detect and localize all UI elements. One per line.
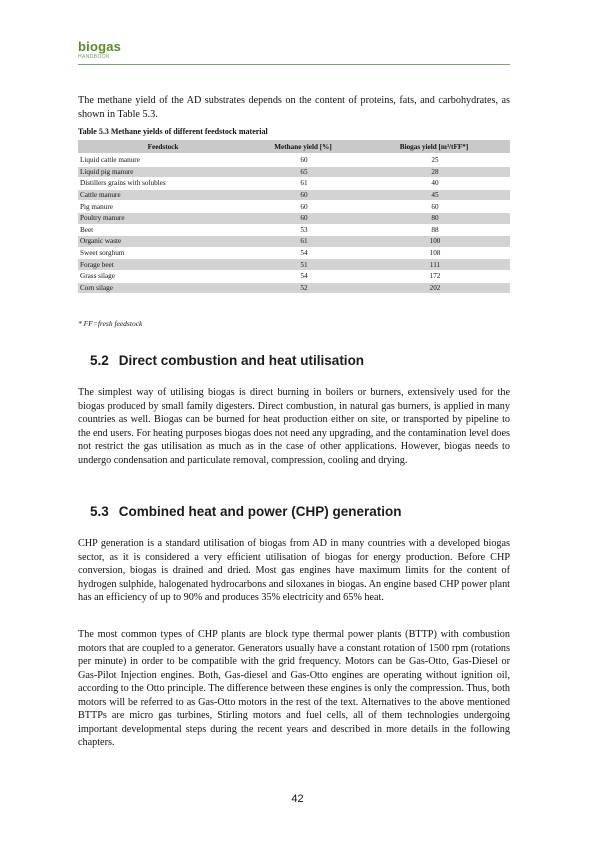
- table-row: [78, 166, 510, 178]
- table-row: [78, 201, 510, 213]
- table-row: [78, 178, 510, 190]
- paragraph-chp-plant-types: The most common types of CHP plants are block type thermal power plants (BTTP) with combustion motors that are coupled to a generator. Generators usually have a constant rotation of 1500 rpm (rotations per minute) in order to be compatible with the grid frequency. Motors can be Gas-Otto, Gas-Diesel or Gas-Pilot Injection engines. Both, Gas-diesel and Gas-Otto engines are operating without ignition oil, according to the Otto principle. The difference between these engines is only the compression. Thus, both motors will be referred to as Gas-Otto motors in the rest of the text. Alternatives to the above mentioned BTTPs are micro gas turbines, Stirling motors and fuel cells, all of them technologies undergoing important developmental steps during the recent years and described in more details in the following chapters.: [78, 629, 510, 748]
- methane-yield-cell: 51: [248, 259, 358, 271]
- feedstock-cell: Corn silage: [78, 282, 248, 294]
- paragraph-chp-overview: CHP generation is a standard utilisation of biogas from AD in many countries with a developed biogas sector, as it is considered a very efficient utilisation of biogas for energy production. Before CHP conversion, biogas is drained and dried. Most gas engines have maximum limits for the content of hydrogen sulphide, halogenated hydrocarbons and siloxanes in biogas. An engine based CHP power plant has an efficiency of up to 90% and produces 35% electricity and 65% heat.: [78, 538, 510, 603]
- table-footnote: * FF=fresh feedstock: [78, 319, 143, 328]
- feedstock-cell: Pig manure: [78, 201, 248, 213]
- methane-yield-cell: 60: [248, 212, 358, 224]
- feedstock-cell: Cattle manure: [78, 189, 248, 201]
- intro-paragraph: The methane yield of the AD substrates depends on the content of proteins, fats, and carbohydrates, as shown in Table 5.3.: [78, 95, 510, 120]
- biogas-yield-cell: 40: [358, 178, 510, 190]
- methane-yield-cell: 61: [248, 178, 358, 190]
- biogas-yield-cell: 88: [358, 224, 510, 236]
- biogas-yield-cell: 108: [358, 247, 510, 259]
- biogas-yield-cell: 60: [358, 201, 510, 213]
- methane-yield-cell: 65: [248, 166, 358, 178]
- logo-subtitle: HANDBOOK: [78, 54, 110, 60]
- biogas-yield-cell: 111: [358, 259, 510, 271]
- biogas-yield-cell: 28: [358, 166, 510, 178]
- table-row: [78, 282, 510, 294]
- section-heading-chp-generation: [90, 504, 402, 519]
- methane-yield-cell: 52: [248, 282, 358, 294]
- section-title: Direct combustion and heat utilisation: [118, 353, 365, 368]
- header-divider: [78, 64, 510, 65]
- feedstock-cell: Liquid pig manure: [78, 166, 248, 178]
- page-number: 42: [291, 793, 304, 805]
- methane-yield-table: [78, 140, 510, 294]
- biogas-yield-cell: 202: [358, 282, 510, 294]
- table-row: [78, 189, 510, 201]
- feedstock-cell: Forage beet: [78, 259, 248, 271]
- logo-title: biogas: [78, 39, 122, 54]
- methane-yield-cell: 61: [248, 236, 358, 248]
- table-row: [78, 224, 510, 236]
- biogas-yield-cell: 100: [358, 236, 510, 248]
- section-title: Combined heat and power (CHP) generation: [118, 504, 402, 519]
- paragraph-direct-combustion: The simplest way of utilising biogas is direct burning in boilers or burners, extensively used for the biogas produced by small family digesters. Direct combustion, in natural gas burners, is applied in many countries as well. Biogas can be burned for heat production either on site, or transported by pipeline to the end users. For heating purposes biogas does not need any upgrading, and the contamination level does not restrict the gas utilisation as much as in the case of other applications. However, biogas needs to undergo condensation and particulate removal, compression, cooling and drying.: [78, 387, 510, 466]
- biogas-yield-cell: 172: [358, 270, 510, 282]
- biogas-yield-cell: 80: [358, 212, 510, 224]
- table-row: [78, 154, 510, 166]
- methane-yield-cell: 60: [248, 201, 358, 213]
- table-header-row: [78, 140, 510, 154]
- feedstock-cell: Sweet sorghum: [78, 247, 248, 259]
- feedstock-cell: Liquid cattle manure: [78, 154, 248, 166]
- biogas-yield-cell: 25: [358, 154, 510, 166]
- biogas-yield-cell: 45: [358, 189, 510, 201]
- feedstock-cell: Organic waste: [78, 236, 248, 248]
- section-number: 5.3: [90, 504, 109, 519]
- table-row: [78, 247, 510, 259]
- section-heading-direct-combustion: [90, 353, 364, 368]
- table-row: [78, 236, 510, 248]
- feedstock-cell: Grass silage: [78, 270, 248, 282]
- methane-yield-cell: 53: [248, 224, 358, 236]
- table-row: [78, 212, 510, 224]
- methane-yield-cell: 60: [248, 189, 358, 201]
- feedstock-cell: Poultry manure: [78, 212, 248, 224]
- column-header-biogas-yield: Biogas yield [m³/tFF*]: [358, 140, 510, 154]
- table-row: [78, 259, 510, 271]
- feedstock-cell: Distillers grains with solubles: [78, 178, 248, 190]
- methane-yield-cell: 60: [248, 154, 358, 166]
- table-row: [78, 270, 510, 282]
- table-caption: Table 5.3 Methane yields of different feedstock material: [78, 127, 268, 136]
- feedstock-cell: Beet: [78, 224, 248, 236]
- methane-yield-cell: 54: [248, 247, 358, 259]
- column-header-methane-yield: Methane yield [%]: [248, 140, 358, 154]
- biogas-handbook-logo: [78, 40, 121, 60]
- methane-yield-cell: 54: [248, 270, 358, 282]
- column-header-feedstock: Feedstock: [78, 140, 248, 154]
- section-number: 5.2: [90, 353, 109, 368]
